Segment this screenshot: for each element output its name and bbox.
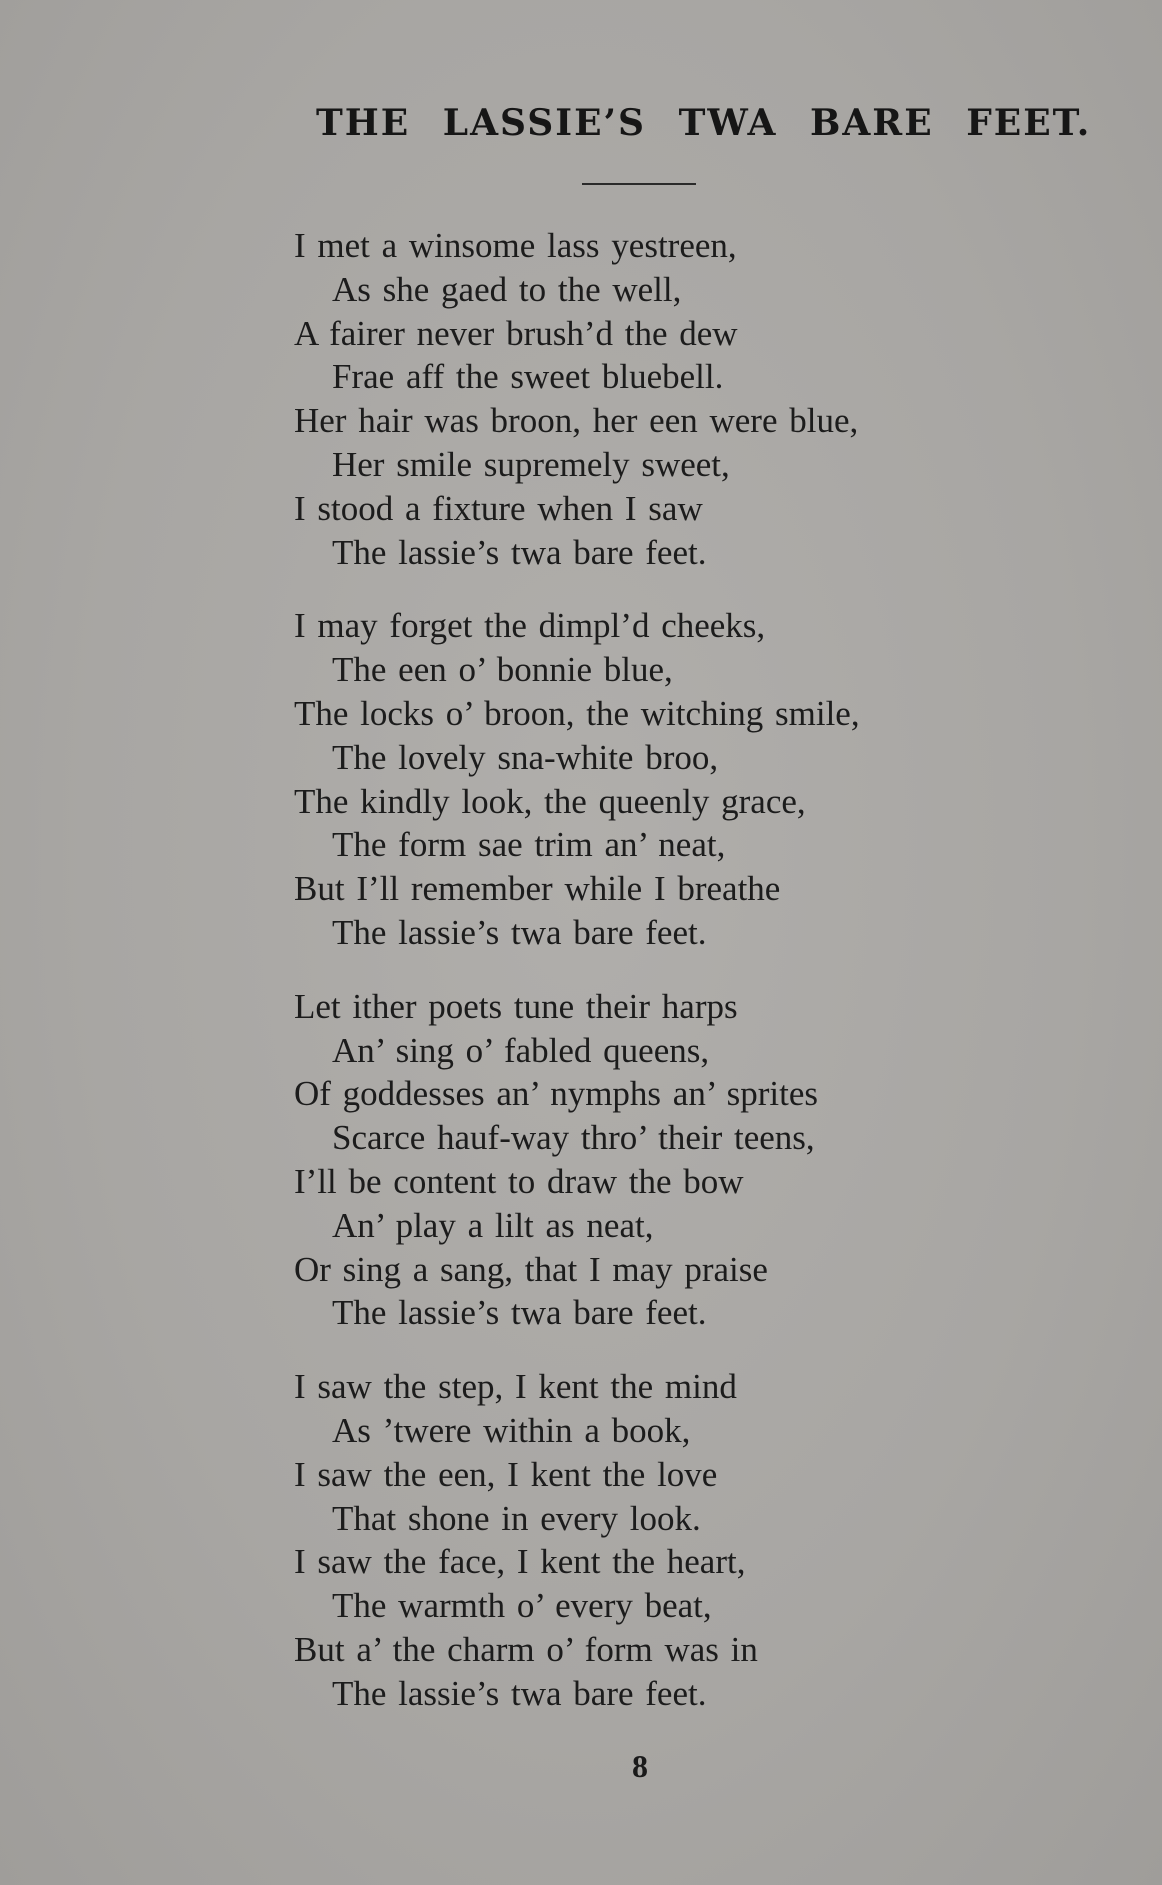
- poem-line: The lovely sna-white broo,: [332, 737, 719, 777]
- poem-body: [294, 224, 1034, 1746]
- poem-line: An’ sing o’ fabled queens,: [332, 1030, 710, 1070]
- poem-line: But a’ the charm o’ form was in: [294, 1629, 758, 1669]
- poem-line: As she gaed to the well,: [332, 269, 682, 309]
- stanza-2: [294, 604, 1034, 954]
- poem-line: Of goddesses an’ nymphs an’ sprites: [294, 1074, 819, 1114]
- poem-line: The warmth o’ every beat,: [332, 1586, 712, 1626]
- poem-line: The lassie’s twa bare feet.: [332, 1293, 707, 1333]
- stanza-1: [294, 224, 1034, 574]
- poem-line: I saw the face, I kent the heart,: [294, 1542, 746, 1582]
- poem-line: I stood a fixture when I saw: [294, 488, 703, 528]
- poem-line: An’ play a lilt as neat,: [332, 1205, 654, 1245]
- poem-line: The locks o’ broon, the witching smile,: [294, 693, 860, 733]
- poem-line: The lassie’s twa bare feet.: [332, 1673, 707, 1713]
- poem-line: But I’ll remember while I breathe: [294, 869, 781, 909]
- poem-line: I met a winsome lass yestreen,: [294, 226, 737, 265]
- stanza-4: [294, 1365, 1034, 1715]
- stanza-3: [294, 985, 1034, 1335]
- poem-line: That shone in every look.: [332, 1498, 701, 1538]
- poem-line: Scarce hauf-way thro’ their teens,: [332, 1118, 815, 1158]
- title-rule: [582, 183, 696, 185]
- page-number: 8: [632, 1748, 648, 1784]
- poem-line: A fairer never brush’d the dew: [294, 313, 738, 353]
- poem-line: I saw the step, I kent the mind: [294, 1367, 737, 1407]
- poem-line: Let ither poets tune their harps: [294, 986, 738, 1026]
- poem-line: The lassie’s twa bare feet.: [332, 912, 707, 952]
- poem-line: The een o’ bonnie blue,: [332, 650, 673, 690]
- poem-line: Her hair was broon, her een were blue,: [294, 401, 859, 441]
- poem-line: Or sing a sang, that I may praise: [294, 1249, 768, 1289]
- poem-line: I’ll be content to draw the bow: [294, 1161, 744, 1201]
- poem-line: Her smile supremely sweet,: [332, 444, 730, 484]
- poem-line: Frae aff the sweet bluebell.: [332, 357, 724, 397]
- poem-line: I may forget the dimpl’d cheeks,: [294, 606, 766, 646]
- poem-title: THE LASSIE’S TWA BARE FEET.: [316, 102, 1092, 144]
- poem-line: As ’twere within a book,: [332, 1410, 691, 1450]
- poem-line: The lassie’s twa bare feet.: [332, 532, 707, 572]
- poem-line: I saw the een, I kent the love: [294, 1454, 718, 1494]
- poem-line: The form sae trim an’ neat,: [332, 825, 726, 865]
- poem-line: The kindly look, the queenly grace,: [294, 781, 806, 821]
